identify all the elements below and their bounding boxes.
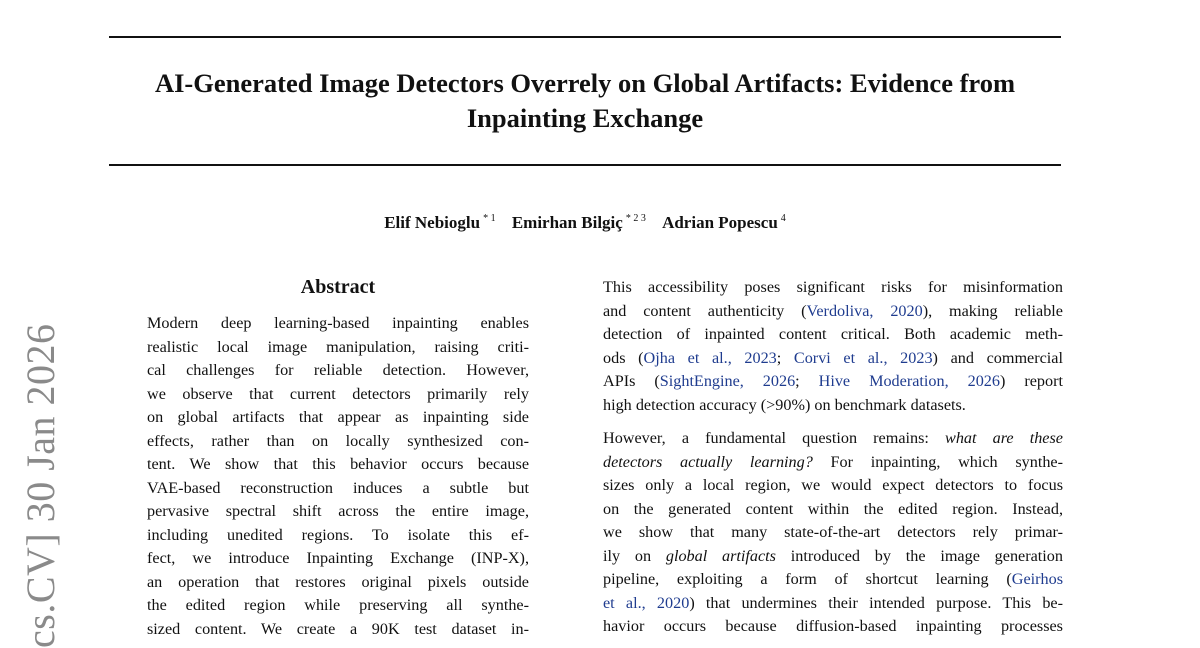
body-line: high detection accuracy (>90%) on benchmark datasets. — [603, 395, 966, 414]
abstract-line: realistic local image manipulation, raising criti- — [147, 337, 529, 356]
citation-link[interactable]: Verdoliva, 2020 — [806, 301, 923, 320]
abstract-heading: Abstract — [300, 276, 376, 298]
body-line: pipeline, exploiting a form of shortcut learning (Geirhos — [603, 570, 1063, 588]
body-line: APIs (SightEngine, 2026; Hive Moderation, 2026) report — [603, 372, 1063, 390]
body-line: havior occurs because diffusion-based inpainting processes — [603, 617, 1063, 635]
intro-paragraph-1 — [603, 276, 1063, 417]
abstract-line: Modern deep learning-based inpainting enables — [147, 314, 529, 332]
abstract-line: the edited region while preserving all synthe- — [147, 596, 529, 614]
abstract-line: sized content. We create a 90K test dataset in- — [147, 619, 529, 638]
intro-paragraph-2 — [603, 427, 1063, 639]
author-affiliation-mark: 4 — [780, 213, 786, 224]
body-line: ods (Ojha et al., 2023; Corvi et al., 2023) and commercial — [603, 348, 1063, 367]
abstract-line: pervasive spectral shift across the entire image, — [147, 502, 529, 520]
intro-column — [603, 276, 1063, 639]
bottom-rule — [109, 164, 1061, 166]
citation-link[interactable]: Ojha et al., 2023 — [643, 348, 777, 367]
citation-link[interactable]: Geirhos — [1011, 570, 1063, 588]
body-line: detectors actually learning? For inpainting, which synthe- — [603, 452, 1063, 471]
author-list — [109, 208, 1061, 234]
paragraph-gap — [603, 417, 1063, 427]
citation-link[interactable]: et al., 2020 — [603, 593, 690, 612]
abstract-line: an operation that restores original pixels outside — [147, 572, 529, 591]
body-line: ily on global artifacts introduced by the image generation — [603, 546, 1063, 565]
title-line-1: AI-Generated Image Detectors Overrely on Global Artifacts: Evidence from — [154, 68, 1016, 98]
body-line: This accessibility poses significant risks for misinformation — [603, 278, 1063, 296]
author-name: Adrian Popescu — [662, 212, 778, 232]
paper-title — [109, 66, 1061, 136]
body-line: and content authenticity (Verdoliva, 2020), making reliable — [603, 301, 1063, 320]
abstract-line: tent. We show that this behavior occurs because — [147, 455, 529, 473]
arxiv-stamp: cs.CV] 30 Jan 2026 — [18, 323, 63, 648]
author-name: Elif Nebioglu — [384, 212, 481, 232]
author-affiliation-mark: * 1 — [483, 213, 496, 224]
author-affiliation-mark: * 2 3 — [625, 213, 646, 224]
body-line: detection of inpainted content critical. Both academic meth- — [603, 325, 1063, 343]
abstract-line: VAE-based reconstruction induces a subtle but — [147, 478, 529, 497]
abstract-line: fect, we introduce Inpainting Exchange (INP-X), — [147, 549, 529, 567]
citation-link[interactable]: SightEngine, 2026 — [659, 372, 796, 390]
top-rule — [109, 36, 1061, 38]
body-line: on the generated content within the edited region. Instead, — [603, 499, 1063, 518]
abstract-line: cal challenges for reliable detection. However, — [147, 361, 529, 379]
body-line: However, a fundamental question remains: what are these — [603, 429, 1063, 447]
author — [662, 213, 786, 232]
abstract-line: on global artifacts that appear as inpainting side — [147, 408, 529, 426]
body-line: et al., 2020) that undermines their intended purpose. This be- — [603, 593, 1063, 612]
title-line-2: Inpainting Exchange — [466, 103, 704, 133]
abstract-line: including unedited regions. To isolate this ef- — [147, 525, 529, 544]
abstract-text — [147, 312, 529, 641]
body-line: sizes only a local region, we would expect detectors to focus — [603, 476, 1063, 494]
citation-link[interactable]: Corvi et al., 2023 — [793, 348, 933, 367]
body-line: we show that many state-of-the-art detectors rely primar- — [603, 523, 1063, 541]
author — [512, 213, 646, 232]
abstract-line: we observe that current detectors primarily rely — [147, 384, 529, 403]
abstract-line: effects, rather than on locally synthesized con- — [147, 431, 529, 450]
author-name: Emirhan Bilgiç — [511, 212, 623, 232]
citation-link[interactable]: Hive Moderation, 2026 — [818, 372, 1000, 390]
author — [384, 213, 495, 232]
